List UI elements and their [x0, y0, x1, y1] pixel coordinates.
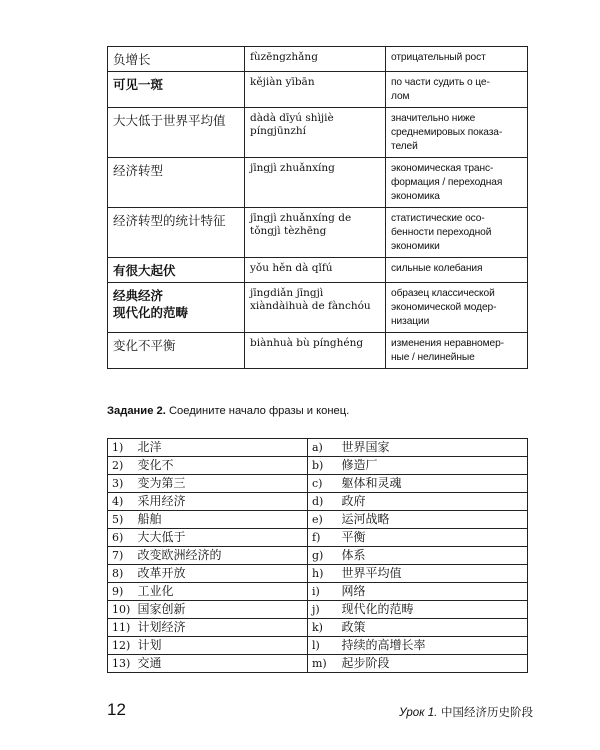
match-left-text: 船舶 [134, 511, 308, 529]
match-right-text: 政策 [338, 619, 528, 637]
match-right-letter: k) [308, 619, 338, 637]
match-left-text: 改变欧洲经济的 [134, 547, 308, 565]
task-heading [107, 405, 547, 417]
match-right-text: 持续的高增长率 [338, 637, 528, 655]
match-right-text: 世界平均值 [338, 565, 528, 583]
vocab-russian: по части судить о це- лом [391, 77, 490, 102]
vocab-russian-cell [386, 72, 528, 108]
vocab-pinyin: fùzēngzhǎng [250, 51, 318, 63]
vocab-pinyin: jīngjì zhuǎnxíng [250, 162, 335, 174]
vocab-pinyin: dàdà dīyú shìjiè píngjūnzhí [250, 112, 334, 137]
vocab-row [108, 47, 528, 72]
match-right-text: 平衡 [338, 529, 528, 547]
vocab-russian: сильные колебания [391, 263, 483, 274]
match-right-text: 修造厂 [338, 457, 528, 475]
match-right-letter: b) [308, 457, 338, 475]
match-row [108, 655, 528, 673]
vocab-pinyin: kějiàn yībān [250, 76, 315, 88]
match-left-number: 4) [108, 493, 134, 511]
match-right-letter: j) [308, 601, 338, 619]
vocab-pinyin-cell [245, 258, 386, 283]
match-right-text: 躯体和灵魂 [338, 475, 528, 493]
match-left-text: 大大低于 [134, 529, 308, 547]
page-number: 12 [107, 700, 126, 719]
match-right-text: 现代化的范畴 [338, 601, 528, 619]
vocab-chinese: 可见一斑 [113, 77, 164, 92]
match-left-number: 5) [108, 511, 134, 529]
vocab-chinese: 经典经济 现代化的范畴 [113, 288, 189, 320]
match-left-number: 2) [108, 457, 134, 475]
match-left-text: 改革开放 [134, 565, 308, 583]
match-row [108, 619, 528, 637]
match-row [108, 601, 528, 619]
match-row [108, 547, 528, 565]
vocab-pinyin: jīngjì zhuǎnxíng de tǒngjì tèzhēng [250, 212, 352, 237]
vocab-pinyin-cell [245, 108, 386, 158]
match-right-letter: h) [308, 565, 338, 583]
match-right-text: 体系 [338, 547, 528, 565]
match-left-number: 1) [108, 439, 134, 457]
match-left-number: 13) [108, 655, 134, 673]
match-left-number: 3) [108, 475, 134, 493]
vocab-pinyin-cell [245, 333, 386, 369]
vocab-chinese: 负增长 [113, 52, 151, 67]
match-right-text: 政府 [338, 493, 528, 511]
match-left-number: 7) [108, 547, 134, 565]
vocab-russian-cell [386, 47, 528, 72]
matching-table [107, 438, 528, 673]
match-left-number: 10) [108, 601, 134, 619]
vocab-russian: изменения неравномер- ные / нелинейные [391, 338, 504, 363]
vocab-chinese-cell [108, 158, 245, 208]
match-left-number: 11) [108, 619, 134, 637]
match-right-letter: e) [308, 511, 338, 529]
match-right-letter: f) [308, 529, 338, 547]
match-row [108, 565, 528, 583]
vocab-pinyin-cell [245, 283, 386, 333]
match-left-number: 12) [108, 637, 134, 655]
lesson-label: Урок 1. [399, 707, 438, 719]
vocab-chinese: 经济转型 [113, 163, 164, 178]
match-left-text: 采用经济 [134, 493, 308, 511]
match-row [108, 583, 528, 601]
match-row [108, 637, 528, 655]
vocab-chinese-cell [108, 108, 245, 158]
vocabulary-table [107, 46, 528, 369]
match-row [108, 457, 528, 475]
vocab-pinyin-cell [245, 158, 386, 208]
match-row [108, 529, 528, 547]
vocab-row [108, 333, 528, 369]
vocab-pinyin: jīngdiǎn jīngjì xiàndàihuà de fànchóu [250, 287, 371, 312]
match-row [108, 511, 528, 529]
running-head [399, 704, 533, 720]
match-right-letter: d) [308, 493, 338, 511]
match-left-number: 6) [108, 529, 134, 547]
vocab-chinese: 经济转型的统计特征 [113, 213, 226, 228]
match-left-text: 国家创新 [134, 601, 308, 619]
match-left-text: 北洋 [134, 439, 308, 457]
vocab-russian: образец классической экономической модер- низации [391, 288, 497, 327]
vocab-pinyin-cell [245, 208, 386, 258]
vocab-row [108, 283, 528, 333]
task-label: Задание 2. [107, 405, 166, 417]
vocab-chinese: 大大低于世界平均值 [113, 113, 226, 128]
match-right-letter: l) [308, 637, 338, 655]
match-right-text: 网络 [338, 583, 528, 601]
task-instruction: Соедините начало фразы и конец. [165, 405, 350, 417]
vocab-russian: значительно ниже среднемировых показа- телей [391, 113, 503, 152]
match-right-letter: g) [308, 547, 338, 565]
vocab-row [108, 108, 528, 158]
vocab-chinese: 变化不平衡 [113, 338, 176, 353]
vocab-pinyin-cell [245, 47, 386, 72]
match-right-letter: i) [308, 583, 338, 601]
match-left-text: 交通 [134, 655, 308, 673]
match-row [108, 439, 528, 457]
match-row [108, 475, 528, 493]
match-left-text: 计划经济 [134, 619, 308, 637]
vocab-chinese-cell [108, 47, 245, 72]
vocab-russian-cell [386, 283, 528, 333]
vocab-chinese-cell [108, 208, 245, 258]
vocab-russian: отрицательный рост [391, 52, 486, 63]
vocab-chinese-cell [108, 333, 245, 369]
match-left-number: 9) [108, 583, 134, 601]
vocab-pinyin-cell [245, 72, 386, 108]
match-right-text: 起步阶段 [338, 655, 528, 673]
match-right-text: 世界国家 [338, 439, 528, 457]
vocab-russian-cell [386, 258, 528, 283]
vocab-russian-cell [386, 158, 528, 208]
vocab-row [108, 72, 528, 108]
match-right-text: 运河战略 [338, 511, 528, 529]
vocab-pinyin: biànhuà bù pínghéng [250, 337, 364, 349]
vocab-chinese: 有很大起伏 [113, 263, 176, 278]
match-right-letter: m) [308, 655, 338, 673]
match-left-text: 计划 [134, 637, 308, 655]
match-left-text: 变化不 [134, 457, 308, 475]
vocab-chinese-cell [108, 258, 245, 283]
match-left-number: 8) [108, 565, 134, 583]
vocab-row [108, 158, 528, 208]
vocab-russian: экономическая транс- формация / переходная экономика [391, 163, 503, 202]
vocab-chinese-cell [108, 283, 245, 333]
vocab-russian-cell [386, 208, 528, 258]
vocab-row [108, 208, 528, 258]
vocab-russian: статистические осо- бенности переходной экономики [391, 213, 492, 252]
vocab-chinese-cell [108, 72, 245, 108]
match-right-letter: c) [308, 475, 338, 493]
vocab-row [108, 258, 528, 283]
match-right-letter: a) [308, 439, 338, 457]
lesson-title: 中国经济历史阶段 [437, 705, 533, 719]
match-left-text: 变为第三 [134, 475, 308, 493]
match-row [108, 493, 528, 511]
vocab-russian-cell [386, 333, 528, 369]
match-left-text: 工业化 [134, 583, 308, 601]
vocab-russian-cell [386, 108, 528, 158]
vocab-pinyin: yǒu hěn dà qǐfú [250, 262, 333, 274]
